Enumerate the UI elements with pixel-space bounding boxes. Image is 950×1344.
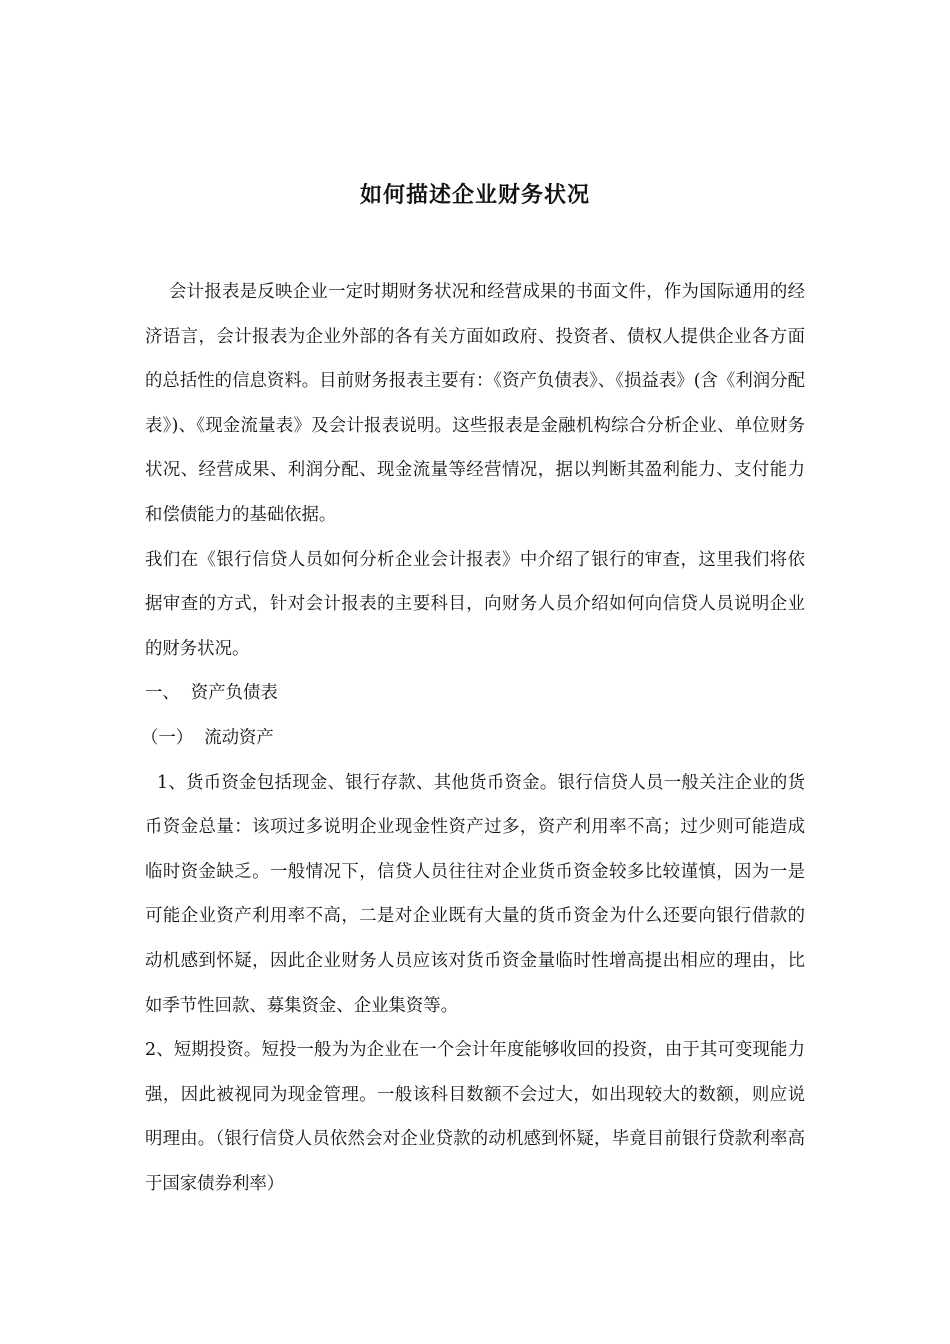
document-body [141,270,805,1206]
list-item-short-term-investment: 2、短期投资。短投一般为为企业在一个会计年度能够收回的投资，由于其可变现能力强，因此被视同为现金管理。一般该科目数额不会过大，如出现较大的数额，则应说明理由。（银行信贷人员依然会对企业贷款的动机感到怀疑，毕竟目前银行贷款利率高于国家债券利率） [145,1040,805,1194]
subsection-heading: （一） 流动资产 [141,727,274,748]
context-paragraph: 我们在《银行信贷人员如何分析企业会计报表》中介绍了银行的审查，这里我们将依据审查的方式，针对会计报表的主要科目，向财务人员介绍如何向信贷人员说明企业的财务状况。 [145,549,805,659]
section-heading: 一、 资产负债表 [145,683,278,704]
intro-paragraph: 会计报表是反映企业一定时期财务状况和经营成果的书面文件，作为国际通用的经济语言，会计报表为企业外部的各有关方面如政府、投资者、债权人提供企业各方面的总括性的信息资料。目前财务报表主要有：《资产负债表》、《损益表》(含《利润分配表》)、《现金流量表》及会计报表说明。这些报表是金融机构综合分析企业、单位财务状况、经营成果、利润分配、现金流量等经营情况，据以判断其盈利能力、支付能力和偿债能力的基础依据。 [145,282,805,525]
list-item-cash: 1、货币资金包括现金、银行存款、其他货币资金。银行信贷人员一般关注企业的货币资金总量：该项过多说明企业现金性资产过多，资产利用率不高；过少则可能造成临时资金缺乏。一般情况下，信贷人员往往对企业货币资金较多比较谨慎，因为一是可能企业资产利用率不高，二是对企业既有大量的货币资金为什么还要向银行借款的动机感到怀疑，因此企业财务人员应该对货币资金量临时性增高提出相应的理由，比如季节性回款、募集资金、企业集资等。 [145,772,805,1016]
document-title: 如何描述企业财务状况 [359,182,590,208]
